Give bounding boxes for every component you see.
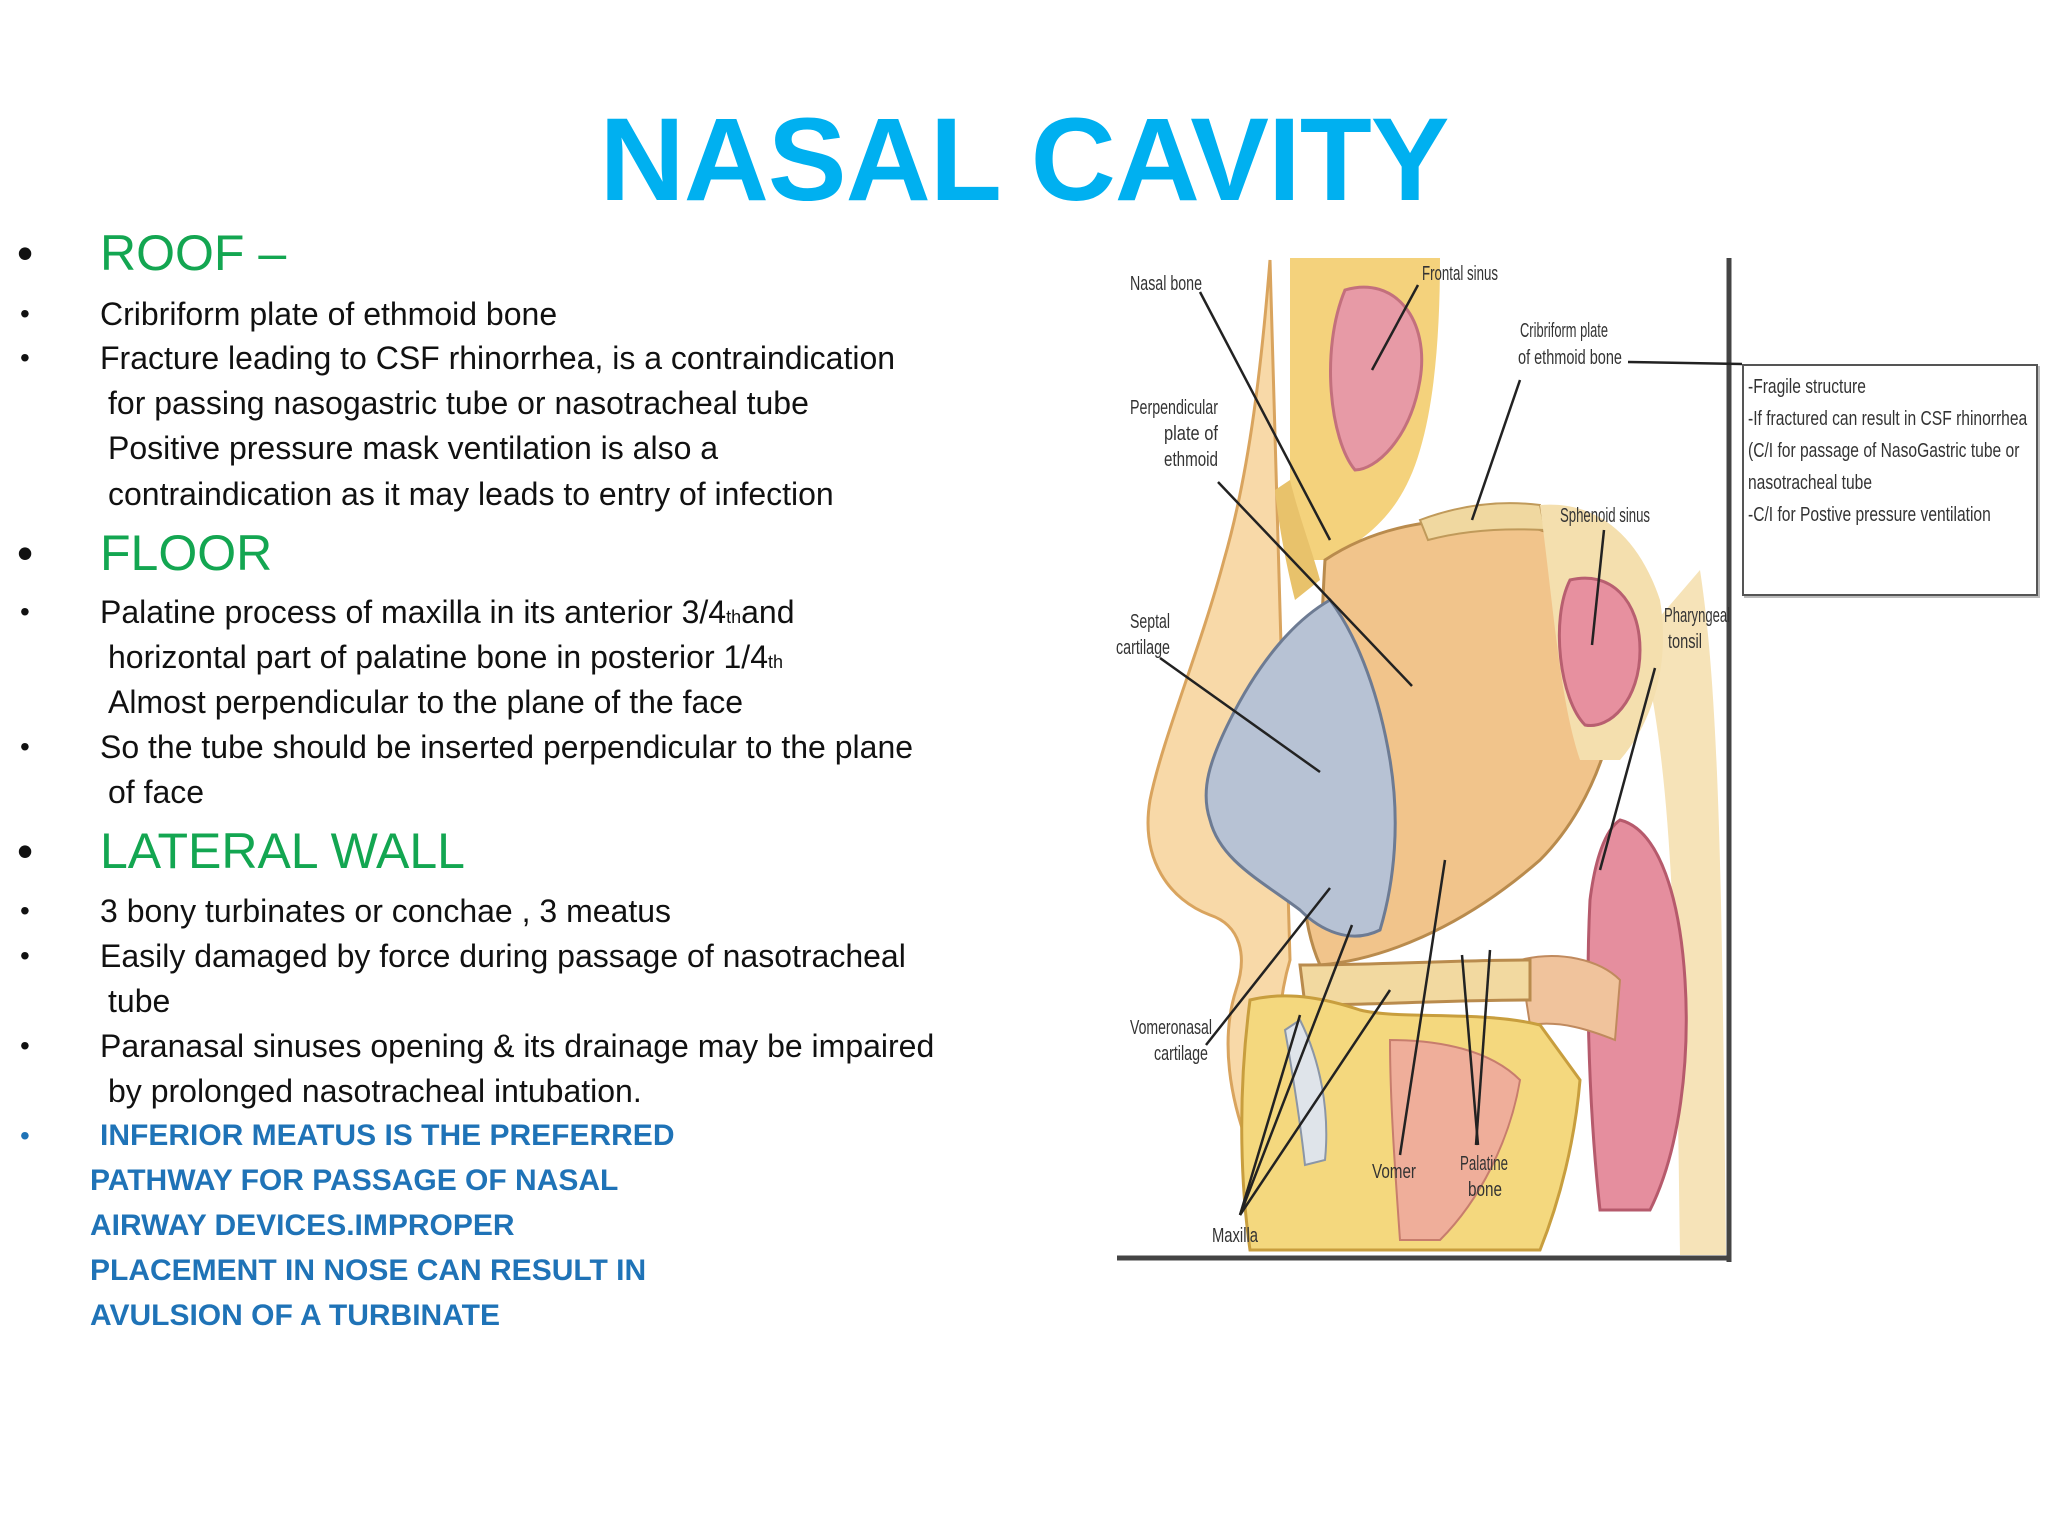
bullet: • <box>20 895 30 926</box>
note-line: -Fragile structure <box>1748 376 1866 398</box>
cribriform-note-box <box>1742 364 2038 596</box>
highlight-line: PATHWAY FOR PASSAGE OF NASAL <box>90 1164 619 1197</box>
highlight-line: INFERIOR MEATUS IS THE PREFERRED <box>100 1119 675 1152</box>
bullet: • <box>20 596 30 627</box>
bullet: • <box>20 1120 30 1151</box>
roof-line: Positive pressure mask ventilation is also a <box>108 430 719 466</box>
label-pharyngeal: tonsil <box>1668 631 1702 653</box>
roof-line: for passing nasogastric tube or nasotracheal tube <box>108 385 809 421</box>
label-vomeronasal: Vomeronasal <box>1130 1017 1212 1039</box>
roof-line: Fracture leading to CSF rhinorrhea, is a contraindication <box>100 340 896 376</box>
bullet: • <box>17 825 34 877</box>
label-vomer: Vomer <box>1372 1161 1417 1183</box>
roof-line: contraindication as it may leads to entry of infection <box>108 476 834 512</box>
lateral-wall-heading: LATERAL WALL <box>100 823 465 879</box>
note-line: -C/I for Postive pressure ventilation <box>1748 504 1991 526</box>
highlight-line: AVULSION OF A TURBINATE <box>90 1299 500 1332</box>
label-frontal-sinus: Frontal sinus <box>1422 263 1498 285</box>
note-line: -If fractured can result in CSF rhinorrhea <box>1748 408 2028 430</box>
bullet: • <box>17 227 34 279</box>
label-cribriform: Cribriform plate <box>1520 320 1608 342</box>
slide-title: NASAL CAVITY <box>599 94 1449 226</box>
bullet: • <box>20 1030 30 1061</box>
label-maxilla: Maxilla <box>1212 1225 1259 1247</box>
bullet: • <box>20 731 30 762</box>
lateral-line: tube <box>108 983 171 1019</box>
label-perpendicular: ethmoid <box>1164 449 1218 471</box>
floor-line: of face <box>108 774 205 810</box>
leader-cribriform <box>1628 362 1742 364</box>
label-cribriform: of ethmoid bone <box>1518 347 1622 369</box>
highlight-line: AIRWAY DEVICES.IMPROPER <box>90 1209 515 1242</box>
label-septal: cartilage <box>1116 637 1170 659</box>
label-palatine: Palatine <box>1460 1153 1508 1175</box>
hard-palate <box>1300 960 1530 1005</box>
label-nasal-bone: Nasal bone <box>1130 273 1202 295</box>
lateral-line: 3 bony turbinates or conchae , 3 meatus <box>100 893 672 929</box>
nasal-cavity-diagram <box>1100 245 1750 1275</box>
lateral-line: by prolonged nasotracheal intubation. <box>108 1073 642 1109</box>
roof-line: Cribriform plate of ethmoid bone <box>100 296 558 332</box>
lateral-line: Easily damaged by force during passage of nasotracheal <box>100 938 906 974</box>
lateral-line: Paranasal sinuses opening & its drainage may be impaired <box>100 1028 935 1064</box>
floor-line: Palatine process of maxilla in its anterior 3/4thand <box>100 594 795 630</box>
label-septal: Septal <box>1130 611 1170 633</box>
bullet: • <box>17 527 34 579</box>
label-pharyngeal: Pharyngeal <box>1664 605 1730 627</box>
label-sphenoid-sinus: Sphenoid sinus <box>1560 505 1650 527</box>
floor-heading: FLOOR <box>100 525 273 581</box>
note-line: (C/I for passage of NasoGastric tube or <box>1748 440 2020 462</box>
label-perpendicular: Perpendicular <box>1130 397 1219 419</box>
highlight-line: PLACEMENT IN NOSE CAN RESULT IN <box>90 1254 647 1287</box>
floor-line: Almost perpendicular to the plane of the face <box>108 684 744 720</box>
label-perpendicular: plate of <box>1164 423 1219 445</box>
label-vomeronasal: cartilage <box>1154 1043 1208 1065</box>
label-palatine: bone <box>1468 1179 1502 1201</box>
bullet: • <box>20 940 30 971</box>
floor-line: horizontal part of palatine bone in posterior 1/4th <box>108 639 783 675</box>
floor-line: So the tube should be inserted perpendicular to the plane <box>100 729 914 765</box>
leader-cribriform-ptr <box>1472 380 1520 520</box>
bullet: • <box>20 342 30 373</box>
note-line: nasotracheal tube <box>1748 472 1873 494</box>
bullet: • <box>20 298 30 329</box>
roof-heading: ROOF – <box>100 225 287 281</box>
